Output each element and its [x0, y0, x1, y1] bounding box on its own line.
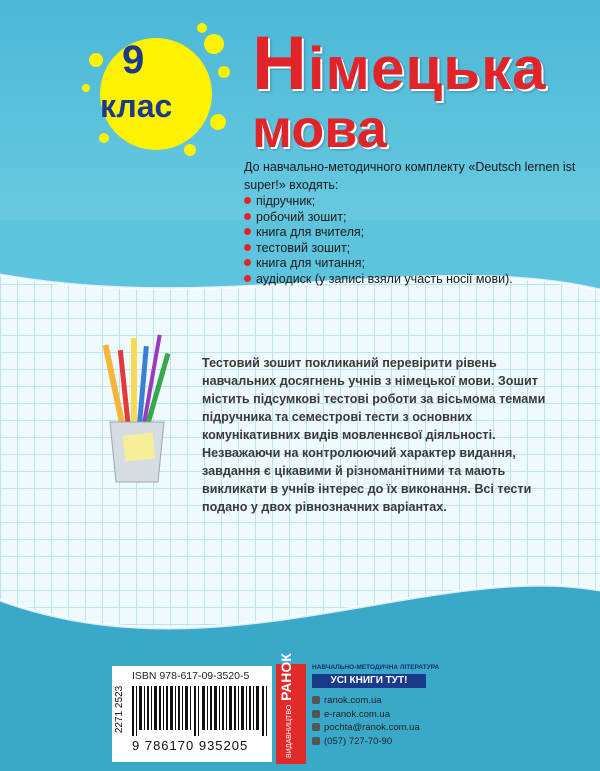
grade-number: 9	[122, 38, 145, 82]
list-item: книга для вчителя;	[244, 225, 513, 241]
publisher-name: ВИДАВНИЦТВО РАНОК	[278, 653, 294, 758]
bullet-icon	[244, 197, 251, 204]
bullet-icon	[244, 275, 251, 282]
title-line-1	[252, 20, 546, 107]
publisher-contacts	[312, 694, 420, 748]
contact-website: ranok.com.ua	[312, 694, 420, 708]
barcode-side-code: 2271 2523	[114, 685, 126, 734]
bullet-icon	[244, 213, 251, 220]
publisher-slogan: УСІ КНИГИ ТУТ!	[312, 674, 426, 688]
book-description: Тестовий зошит покликаний перевірити рівень навчальних досягнень учнів з німецької мови. Зошит містить підсумкові тестові роботи за вісьмома темами підручника та семестрові тести з основних комунікативних видів мовленнєвої діяльності. Незважаючи на контролюючий характер видання, завдання є цікавими й різноманітними та мають викликати в учнів інтерес до їх виконання. Всі тести подано у двох рівнозначних варіантах.	[202, 356, 546, 514]
title-capital: Н	[252, 21, 308, 106]
mail-icon	[312, 723, 320, 731]
kit-components-list	[244, 194, 513, 287]
title-line-2: мова	[252, 99, 387, 159]
contact-eshop: e-ranok.com.ua	[312, 708, 420, 722]
bullet-icon	[244, 228, 251, 235]
phone-icon	[312, 737, 320, 745]
grade-word: клас	[100, 88, 173, 124]
kit-intro: До навчально-методичного комплекту «Deutsch lernen ist super!» входять:	[244, 160, 576, 192]
contact-phone: (057) 727-70-90	[312, 735, 420, 749]
barcode-icon	[132, 686, 268, 736]
list-item: робочий зошит;	[244, 210, 513, 226]
isbn-text: ISBN 978-617-09-3520-5	[132, 670, 250, 682]
publisher-tagline: НАВЧАЛЬНО-МЕТОДИЧНА ЛІТЕРАТУРА	[312, 664, 440, 671]
title-rest: імецька	[307, 35, 547, 102]
list-item: підручник;	[244, 194, 513, 210]
list-item: тестовий зошит;	[244, 241, 513, 257]
bullet-icon	[244, 244, 251, 251]
shop-icon	[312, 710, 320, 718]
list-item: книга для читання;	[244, 256, 513, 272]
contact-email: pochta@ranok.com.ua	[312, 721, 420, 735]
barcode-digits: 9 786170 935205	[132, 738, 249, 753]
list-item: аудіодиск (у записі взяли участь носії мови).	[244, 272, 513, 288]
pencil-cup-icon	[98, 330, 178, 490]
globe-icon	[312, 696, 320, 704]
bullet-icon	[244, 259, 251, 266]
